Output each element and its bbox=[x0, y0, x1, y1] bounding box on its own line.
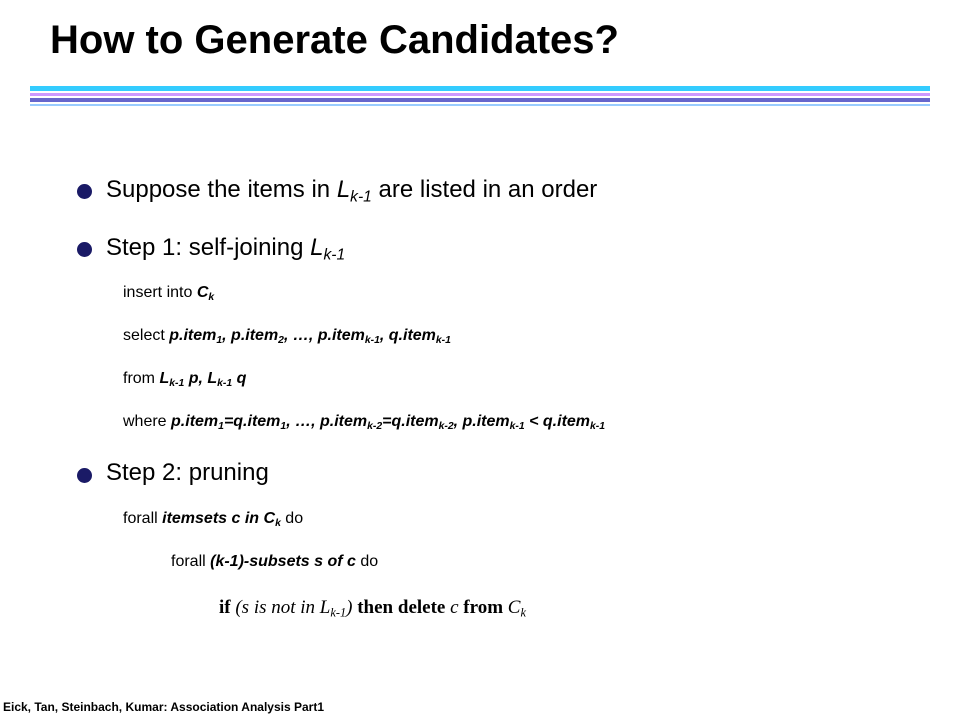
title-rule-purple bbox=[30, 98, 930, 102]
bullet-step1: Step 1: self-joining $L_{k-1}$ bbox=[106, 234, 346, 264]
bullet-dot-icon bbox=[77, 184, 92, 199]
code-if-delete-line: if (s is not in $L_{k-1}$) then delete c from $C_k$ bbox=[219, 597, 526, 620]
slide-footer: Eick, Tan, Steinbach, Kumar: Association Analysis Part1 bbox=[3, 700, 324, 714]
title-rule-blue bbox=[30, 104, 930, 106]
code-from-line: from $L_{k-1}$ p, $L_{k-1}$ q bbox=[123, 370, 247, 390]
bullet-dot-icon bbox=[77, 242, 92, 257]
title-rule-cyan bbox=[30, 86, 930, 91]
code-select-line: select p.item$_1$, p.item$_2$, …, p.item$_{k-1}$, q.item$_{k-1}$ bbox=[123, 327, 451, 347]
bullet-dot-icon bbox=[77, 468, 92, 483]
bullet-ordered-items: Suppose the items in $L_{k-1}$ are listed in an order bbox=[106, 176, 598, 206]
code-insert-line: insert into $C_k$ bbox=[123, 284, 215, 304]
title-rule-lavender bbox=[30, 93, 930, 96]
bullet-step2: Step 2: pruning bbox=[106, 459, 269, 486]
code-where-line: where p.item$_1$=q.item$_1$, …, p.item$_{k-2}$=q.item$_{k-2}$, p.item$_{k-1}$ < q.item$_{k-1}$ bbox=[123, 413, 606, 433]
code-forall-subsets-line: forall (k-1)-subsets s of c do bbox=[171, 553, 379, 570]
code-forall-itemsets-line: forall itemsets c in $C_k$ do bbox=[123, 510, 304, 530]
slide-title: How to Generate Candidates? bbox=[50, 18, 619, 62]
